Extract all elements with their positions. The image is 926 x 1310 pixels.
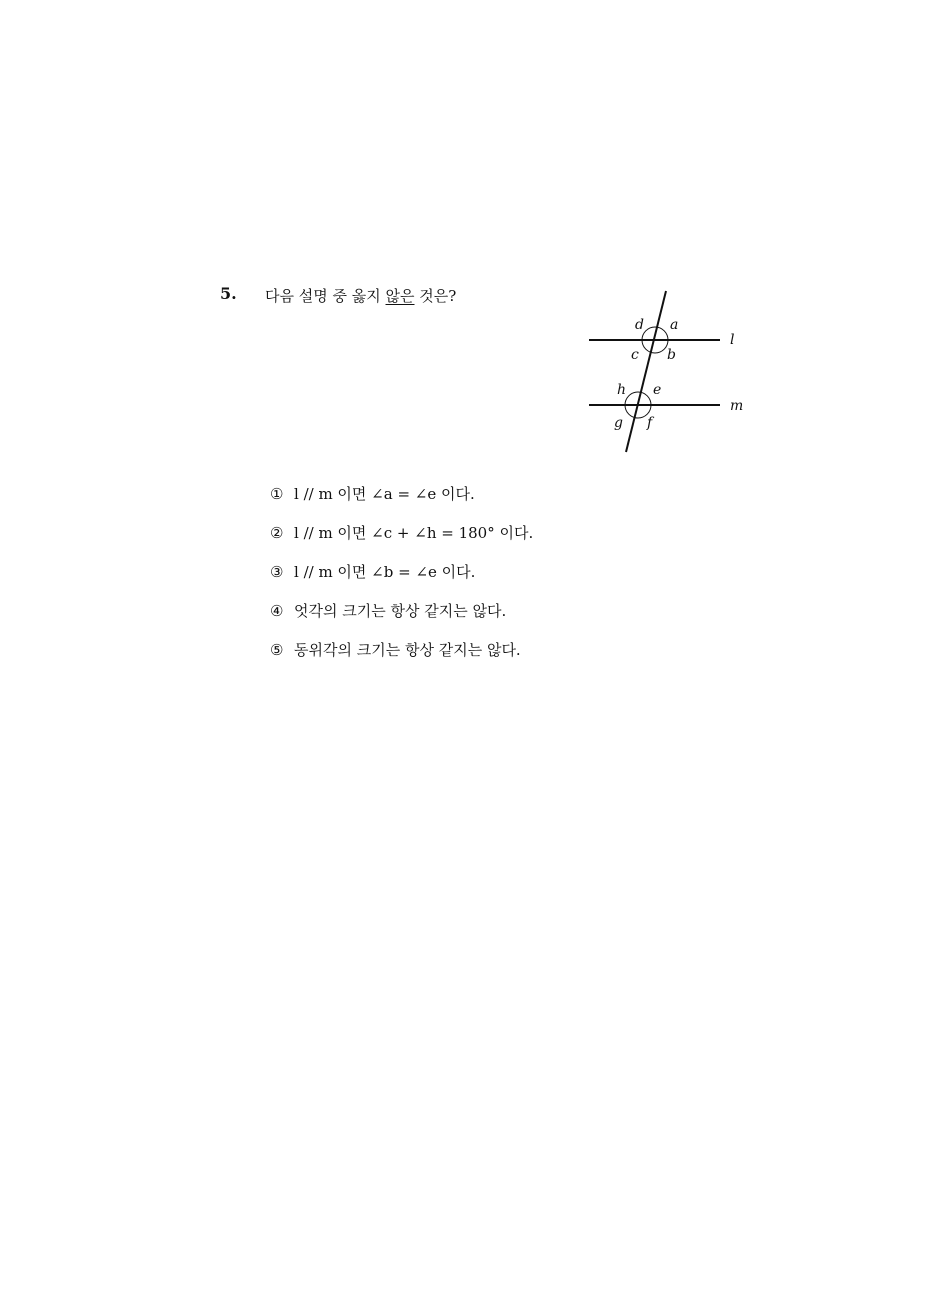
question-text-underlined: 않은 [385,287,415,305]
option-3[interactable] [270,562,533,601]
option-4-text: 엇각의 크기는 항상 같지는 않다. [294,602,507,620]
option-2[interactable] [270,523,533,562]
angle-label-a: a [670,317,679,333]
question-text [265,285,456,306]
transversal [626,291,666,452]
option-5-marker: ⑤ [270,641,284,659]
angle-label-c: c [631,347,639,363]
option-5[interactable] [270,640,533,679]
line-label-l: l [730,332,735,348]
answer-options [270,484,533,679]
angle-label-h: h [617,382,627,398]
angle-label-f: f [647,415,653,431]
question-number: 5. [220,284,237,303]
option-3-text: l // m 이면 ∠b = ∠e 이다. [294,563,476,581]
option-3-marker: ③ [270,563,284,581]
question-text-before: 다음 설명 중 옳지 [265,287,386,305]
option-1[interactable] [270,484,533,523]
option-1-text: l // m 이면 ∠a = ∠e 이다. [294,485,475,503]
option-2-marker: ② [270,524,284,542]
option-5-text: 동위각의 크기는 항상 같지는 않다. [294,641,521,659]
angle-label-g: g [614,415,623,431]
parallel-lines-diagram [580,285,760,460]
option-2-text: l // m 이면 ∠c + ∠h = 180° 이다. [294,524,534,542]
parallel-lines-figure [580,285,760,460]
line-label-m: m [730,398,744,414]
angle-label-b: b [667,347,676,363]
option-4[interactable] [270,601,533,640]
option-1-marker: ① [270,485,284,503]
option-4-marker: ④ [270,602,284,620]
angle-label-d: d [635,317,644,333]
question-text-after: 것은? [414,287,457,305]
angle-label-e: e [653,382,662,398]
